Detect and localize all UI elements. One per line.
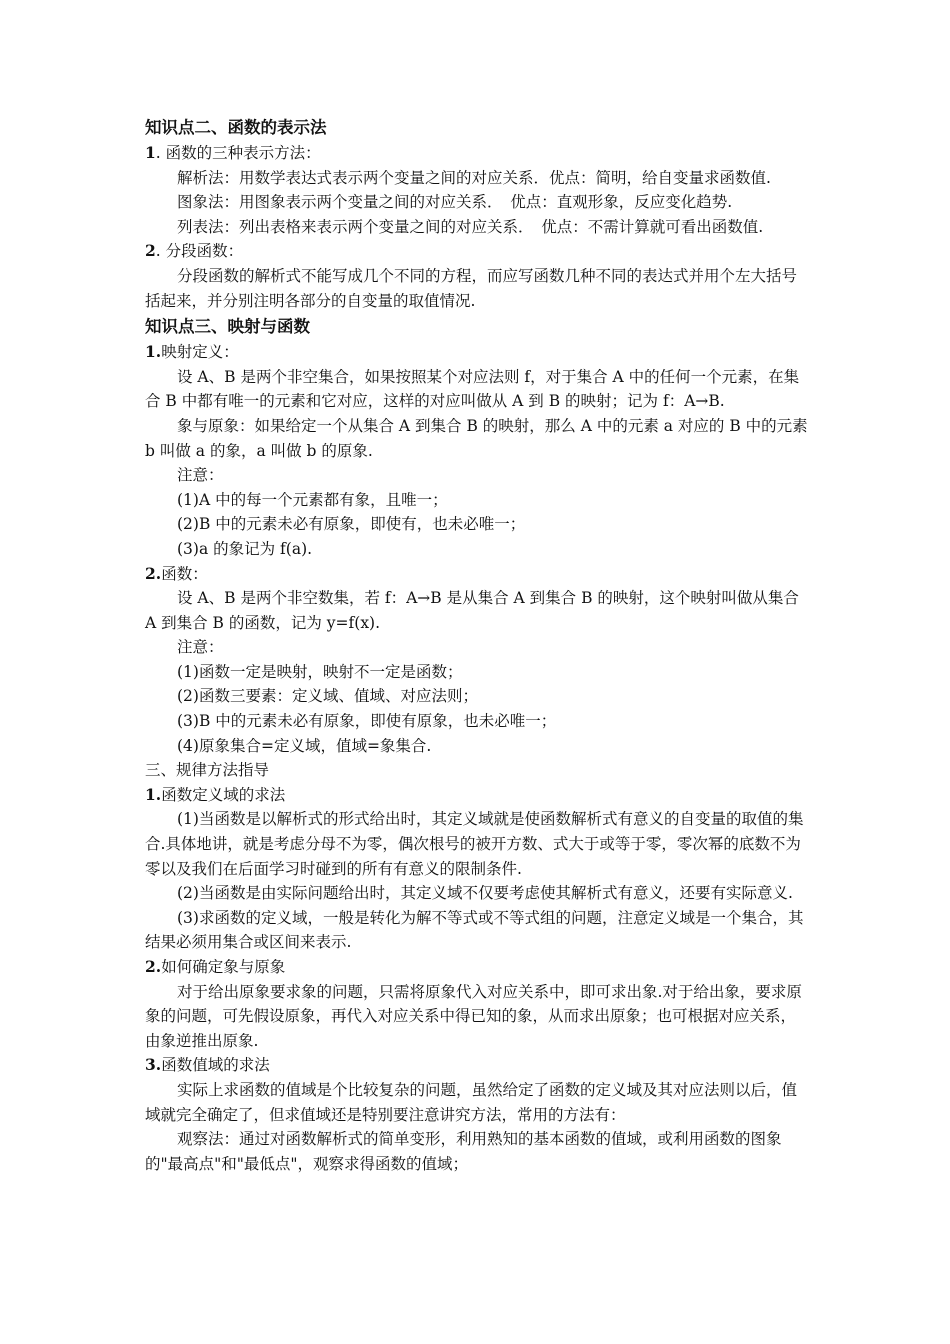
- item-label: 如何确定象与原象: [161, 958, 286, 976]
- item-label: 函数定义域的求法: [161, 785, 286, 804]
- domain-rule-3: (3)求函数的定义域，一般是转化为解不等式或不等式组的问题，注意定义域是一个集合，其结果必须用集合或区间来表示.: [145, 908, 804, 952]
- note-line: (3)a 的象记为 f(a).: [177, 539, 313, 558]
- note-line: (1)函数一定是映射，映射不一定是函数；: [177, 662, 463, 681]
- section-title-mapping: 知识点三、映射与函数: [145, 317, 310, 337]
- item-three-methods: [145, 141, 808, 166]
- item-number: 1.: [145, 784, 162, 804]
- note-line: (2)函数三要素：定义域、值域、对应法则；: [177, 687, 478, 706]
- note-line: (1)A 中的每一个元素都有象，且唯一；: [177, 490, 448, 509]
- item-mapping-def: [145, 340, 808, 365]
- item-function-def: [145, 562, 808, 587]
- item-number: 2: [145, 241, 156, 261]
- observation-method: 观察法：通过对函数解析式的简单变形，利用熟知的基本函数的值域，或利用函数的图象的"最高点"和"最低点"，观察求得函数的值域；: [145, 1130, 782, 1173]
- range-intro: 实际上求函数的值域是个比较复杂的问题，虽然给定了函数的定义域及其对应法则以后，值域就完全确定了，但求值域还是特别要注意讲究方法，常用的方法有：: [145, 1080, 798, 1124]
- analytic-method: 解析法：用数学表达式表示两个变量之间的对应关系．优点：简明，给自变量求函数值.: [177, 168, 771, 187]
- item-label: 函数值域的求法: [161, 1056, 270, 1075]
- item-number: 2.: [145, 957, 162, 976]
- note-line: (2)B 中的元素未必有原象，即使有，也未必唯一；: [177, 515, 526, 534]
- item-label: . 函数的三种表示方法：: [155, 144, 321, 162]
- section-title-representation: 知识点二、函数的表示法: [145, 118, 327, 137]
- piecewise-paragraph: 分段函数的解析式不能写成几个不同的方程，而应写函数几种不同的表达式并用个左大括号括起来，并分别注明各部分的自变量的取值情况.: [145, 266, 798, 310]
- item-label: 映射定义：: [161, 343, 239, 362]
- table-method: 列表法：列出表格来表示两个变量之间的对应关系． 优点：不需计算就可看出函数值.: [177, 217, 764, 236]
- item-number: 2.: [145, 563, 162, 583]
- function-definition: 设 A、B 是两个非空数集，若 f：A→B 是从集合 A 到集合 B 的映射，这个映射叫做从集合 A 到集合 B 的函数，记为 y=f(x).: [145, 589, 799, 632]
- item-range: [145, 1053, 808, 1078]
- item-image: [145, 955, 808, 980]
- note-label: 注意：: [177, 638, 224, 657]
- note-label: 注意：: [177, 466, 224, 485]
- item-number: 3.: [145, 1055, 162, 1075]
- item-number: 1.: [145, 342, 162, 362]
- graph-method: 图象法：用图象表示两个变量之间的对应关系． 优点：直观形象，反应变化趋势.: [177, 193, 733, 212]
- note-line: (4)原象集合=定义域，值域=象集合.: [177, 736, 432, 755]
- document-content: [145, 114, 808, 1176]
- item-label: 函数：: [161, 564, 208, 583]
- domain-rule-2: (2)当函数是由实际问题给出时，其定义域不仅要考虑使其解析式有意义，还要有实际意义.: [177, 884, 793, 903]
- note-line: (3)B 中的元素未必有原象，即使有原象，也未必唯一；: [177, 712, 557, 731]
- section-title-guide: 三、规律方法指导: [145, 761, 270, 780]
- item-piecewise: [145, 239, 808, 264]
- mapping-definition: 设 A、B 是两个非空集合，如果按照某个对应法则 f，对于集合 A 中的任何一个元素，在集合 B 中都有唯一的元素和它对应，这样的对应叫做从 A 到 B 的映射；记为 f：A→B.: [145, 367, 800, 411]
- item-domain: [145, 783, 808, 808]
- image-preimage: 象与原象：如果给定一个从集合 A 到集合 B 的映射，那么 A 中的元素 a 对应的 B 中的元素 b 叫做 a 的象，a 叫做 b 的原象.: [145, 416, 808, 460]
- image-paragraph: 对于给出原象要求象的问题，只需将原象代入对应关系中，即可求出象.对于给出象，要求原象的问题，可先假设原象，再代入对应关系中得已知的象，从而求出原象；也可根据对应关系，由象逆推出原象.: [145, 982, 802, 1050]
- domain-rule-1: (1)当函数是以解析式的形式给出时，其定义域就是使函数解析式有意义的自变量的取值的集合.具体地讲，就是考虑分母不为零，偶次根号的被开方数、式大于或等于零，零次幂的底数不为零以及我们在后面学习时碰到的所有有意义的限制条件.: [145, 810, 804, 878]
- item-label: . 分段函数：: [155, 242, 244, 261]
- item-number: 1: [145, 143, 156, 162]
